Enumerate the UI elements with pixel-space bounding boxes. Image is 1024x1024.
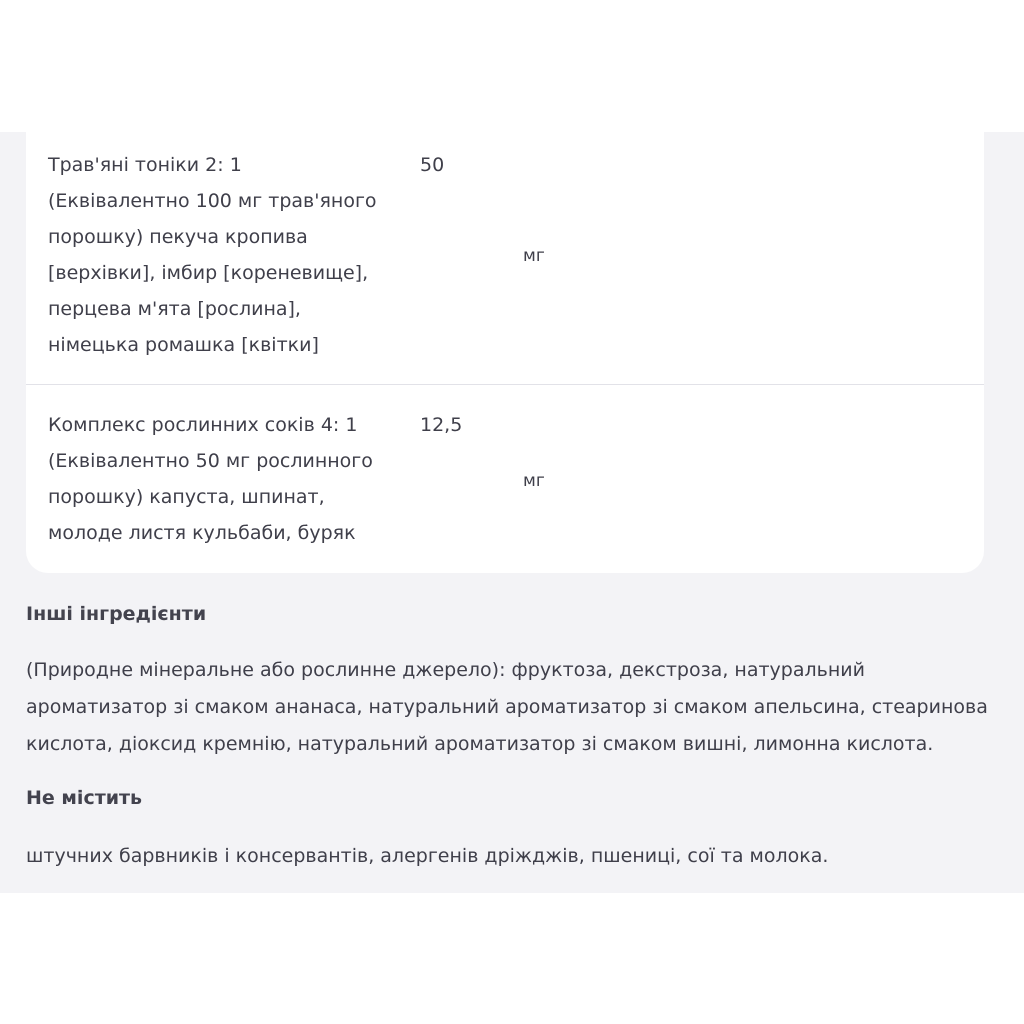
ingredient-name — [48, 407, 398, 551]
other-ingredients-text — [26, 652, 996, 763]
ingredient-amount: 50 — [420, 154, 445, 176]
ingredient-name-line: молоде листя кульбаби, буряк — [48, 522, 356, 544]
ingredient-name-line: перцева м'ята [рослина], — [48, 298, 301, 320]
other-ingredients-line: ароматизатор зі смаком ананаса, натуральний ароматизатор зі смаком апельсина, стеаринова — [26, 696, 988, 718]
ingredient-amount: 12,5 — [420, 414, 463, 436]
table-row — [26, 385, 984, 573]
other-ingredients-line: (Природне мінеральне або рослинне джерело): фруктоза, декстроза, натуральний — [26, 659, 865, 681]
ingredient-name-line: порошку) пекуча кропива — [48, 226, 308, 248]
ingredients-table — [26, 132, 984, 573]
ingredient-name-line: (Еквівалентно 100 мг трав'яного — [48, 190, 377, 212]
table-row — [26, 132, 984, 385]
ingredient-name-line: порошку) капуста, шпинат, — [48, 486, 325, 508]
ingredient-unit: мг — [523, 471, 545, 491]
other-ingredients-line: кислота, діоксид кремнію, натуральний ароматизатор зі смаком вишні, лимонна кислота. — [26, 733, 934, 755]
ingredient-name-line: німецька ромашка [квітки] — [48, 334, 319, 356]
free-from-title: Не містить — [26, 787, 143, 809]
ingredient-name-line: Комплекс рослинних соків 4: 1 — [48, 414, 358, 436]
ingredient-name-line: [верхівки], імбир [кореневище], — [48, 262, 369, 284]
ingredient-name — [48, 147, 398, 363]
ingredient-name-line: (Еквівалентно 50 мг рослинного — [48, 450, 373, 472]
ingredient-unit: мг — [523, 246, 545, 266]
ingredient-name-line: Трав'яні тоніки 2: 1 — [48, 154, 242, 176]
other-ingredients-title: Інші інгредієнти — [26, 603, 207, 625]
free-from-text: штучних барвників і консервантів, алергенів дріжджів, пшениці, сої та молока. — [26, 845, 829, 867]
